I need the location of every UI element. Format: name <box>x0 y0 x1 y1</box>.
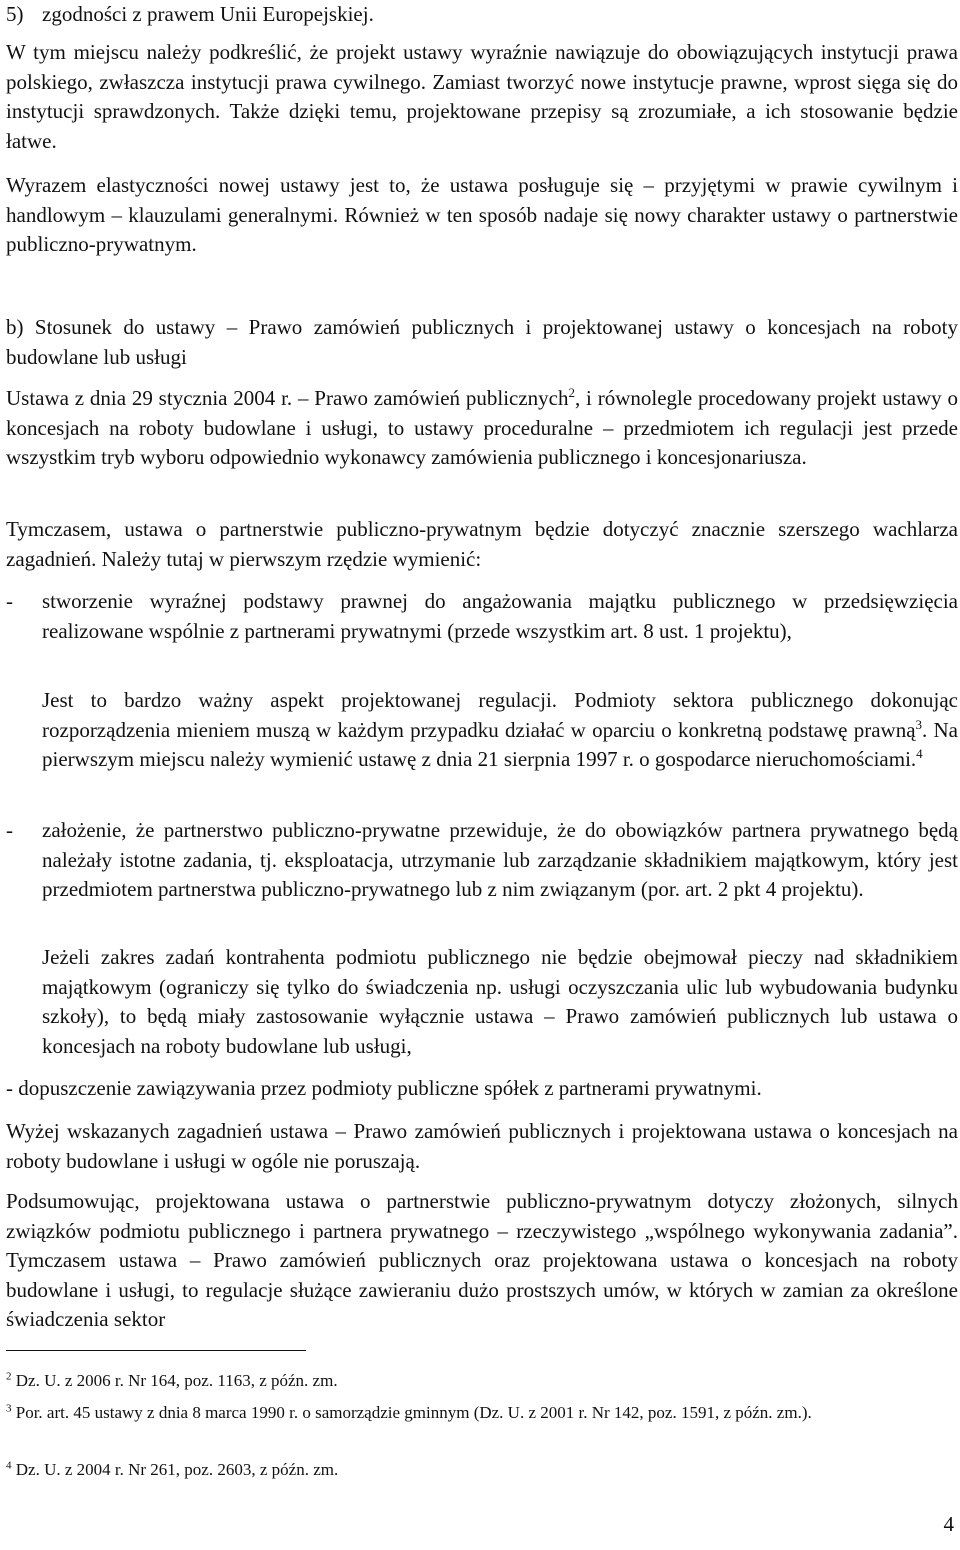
footnote-4 <box>6 1457 946 1482</box>
section-heading-b: b) Stosunek do ustawy – Prawo zamówień publicznych i projektowanej ustawy o koncesjach na roboty budowlane lub usługi <box>6 315 958 369</box>
paragraph-3-end: , i równolegle procedowany projekt ustawy o koncesjach na roboty budowlane i usługi, to ustawy proceduralne – przedmiotem ich regulacji jest przede wszystkim tryb wyboru odpowiednio wykonawcy zamówienia publicznego i koncesjonariusza. <box>6 386 958 470</box>
footnote-text-4: Dz. U. z 2004 r. Nr 261, poz. 2603, z późn. zm. <box>11 1460 339 1479</box>
page-number: 4 <box>943 1512 954 1536</box>
bullet-item-1: stworzenie wyraźnej podstawy prawnej do angażowania majątku publicznego w przedsięwzięcia realizowane wspólnie z partnerami prywatnymi (przede wszystkim art. 8 ust. 1 projektu), <box>42 589 958 643</box>
paragraph-8: Podsumowując, projektowana ustawa o partnerstwie publiczno-prywatnym dotyczy złożonych, silnych związków podmiotu publicznego i partnera prywatnego – rzeczywistego „wspólnego wykonywania zadania”. Tymczasem ustawa – Prawo zamówień publicznych oraz projektowana ustawa o koncesjach na roboty budowlane i usługi, to regulacje służące zawieraniu dużo prostszych umów, w których w zamian za określone świadczenia sektor <box>6 1189 958 1332</box>
paragraph-5-part-1: Jest to bardzo ważny aspekt projektowanej regulacji. Podmioty sektora publicznego dokonując rozporządzenia mieniem muszą w każdym przypadku działać w oparciu o konkretną podstawę prawną <box>42 688 958 742</box>
footnote-text-2: Dz. U. z 2006 r. Nr 164, poz. 1163, z późn. zm. <box>11 1371 338 1390</box>
bullet-item-3: - dopuszczenie zawiązywania przez podmioty publiczne spółek z partnerami prywatnymi. <box>6 1076 762 1100</box>
list-label-5: 5) <box>6 2 24 26</box>
bullet-dash-1: - <box>6 589 13 613</box>
footnote-separator <box>6 1350 306 1351</box>
paragraph-4: Tymczasem, ustawa o partnerstwie publiczno-prywatnym będzie dotyczyć znacznie szerszego wachlarza zagadnień. Należy tutaj w pierwszym rzędzie wymienić: <box>6 517 958 571</box>
paragraph-5 <box>42 686 958 775</box>
footnote-2 <box>6 1368 946 1393</box>
paragraph-5-part-2: . Na pierwszym miejscu należy wymienić ustawę z dnia 21 sierpnia 1997 r. o gospodarce nieruchomościami. <box>42 717 958 772</box>
footnote-number-3: 3 <box>6 1402 12 1415</box>
footnote-ref-4: 4 <box>916 746 923 762</box>
footnote-3 <box>6 1400 946 1425</box>
bullet-item-2: założenie, że partnerstwo publiczno-prywatne przewiduje, że do obowiązków partnera prywatnego będą należały istotne zadania, tj. eksploatacja, utrzymanie lub zarządzanie składnikiem majątkowym, który jest przedmiotem partnerstwa publiczno-prywatnego lub z nim związanym (por. art. 2 pkt 4 projektu). <box>42 818 958 902</box>
list-item-5: zgodności z prawem Unii Europejskiej. <box>42 2 374 26</box>
paragraph-6: Jeżeli zakres zadań kontrahenta podmiotu publicznego nie będzie obejmował pieczy nad składnikiem majątkowym (ograniczy się tylko do świadczenia np. usługi oczyszczania ulic lub wybudowania budynku szkoły), to będą miały zastosowanie wyłącznie ustawa – Prawo zamówień publicznych lub ustawa o koncesjach na roboty budowlane lub usługi, <box>42 945 958 1058</box>
paragraph-3-start: Ustawa z dnia 29 stycznia 2004 r. – Prawo zamówień publicznych <box>6 386 569 410</box>
footnote-number-2: 2 <box>6 1370 12 1383</box>
footnote-ref-3: 3 <box>915 716 923 732</box>
bullet-dash-2: - <box>6 818 13 842</box>
paragraph-2: Wyrazem elastyczności nowej ustawy jest to, że ustawa posługuje się – przyjętymi w prawie cywilnym i handlowym – klauzulami generalnymi. Również w ten sposób nadaje się nowy charakter ustawy o partnerstwie publiczno-prywatnym. <box>6 173 958 257</box>
footnote-text-3: Por. art. 45 ustawy z dnia 8 marca 1990 r. o samorządzie gminnym (Dz. U. z 2001 r. Nr 142, poz. 1591, z późn. zm.). <box>11 1403 812 1422</box>
footnote-ref-2: 2 <box>568 385 575 400</box>
paragraph-3 <box>6 384 958 473</box>
paragraph-1: W tym miejscu należy podkreślić, że projekt ustawy wyraźnie nawiązuje do obowiązujących instytucji prawa polskiego, zwłaszcza instytucji prawa cywilnego. Zamiast tworzyć nowe instytucje prawne, wprost sięga się do instytucji sprawdzonych. Także dzięki temu, projektowane przepisy są zrozumiałe, a ich stosowanie będzie łatwe. <box>6 40 958 153</box>
footnote-number-4: 4 <box>6 1459 12 1472</box>
paragraph-7: Wyżej wskazanych zagadnień ustawa – Prawo zamówień publicznych i projektowana ustawa o koncesjach na roboty budowlane i usługi w ogóle nie poruszają. <box>6 1119 958 1173</box>
